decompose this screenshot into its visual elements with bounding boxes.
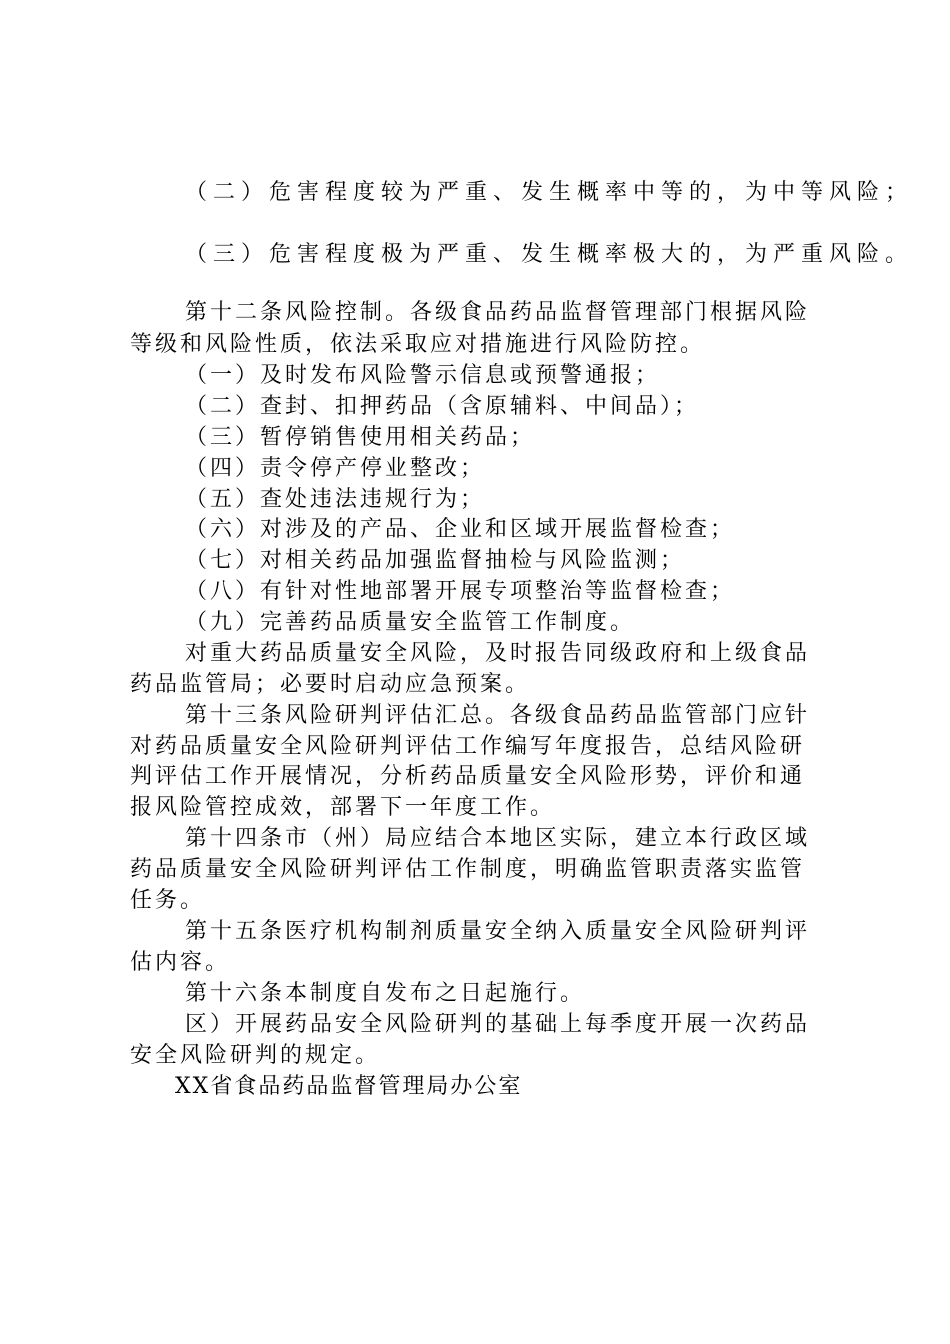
list-item: （九）完善药品质量安全监管工作制度。 xyxy=(185,610,636,635)
list-item: （八）有针对性地部署开展专项整治等监督检查； xyxy=(185,579,736,604)
paragraph-line: 第十二条风险控制。各级食品药品监督管理部门根据风险 xyxy=(185,300,811,325)
paragraph-line: 任务。 xyxy=(130,888,206,913)
list-item: （六）对涉及的产品、企业和区域开展监督检查； xyxy=(185,517,736,542)
paragraph-line: （二）危害程度较为严重、发生概率中等的，为中等风险； xyxy=(185,180,914,205)
paragraph-line: 药品质量安全风险研判评估工作制度，明确监管职责落实监管 xyxy=(130,857,806,882)
paragraph-line: 第十四条市（州）局应结合本地区实际，建立本行政区域 xyxy=(185,826,811,851)
paragraph-line: 对重大药品质量安全风险，及时报告同级政府和上级食品 xyxy=(185,641,811,666)
paragraph-line: 安全风险研判的规定。 xyxy=(130,1043,381,1068)
paragraph-line: 第十三条风险研判评估汇总。各级食品药品监管部门应针 xyxy=(185,703,811,728)
paragraph-line: 等级和风险性质，依法采取应对措施进行风险防控。 xyxy=(130,332,706,357)
issuer-signature: XX省食品药品监督管理局办公室 xyxy=(175,1074,523,1099)
list-item: （四）责令停产停业整改； xyxy=(185,456,486,481)
list-item: （一）及时发布风险警示信息或预警通报； xyxy=(185,363,661,388)
list-item: （五）查处违法违规行为； xyxy=(185,487,486,512)
list-item: （七）对相关药品加强监督抽检与风险监测； xyxy=(185,548,686,573)
paragraph-line: 第十五条医疗机构制剂质量安全纳入质量安全风险研判评 xyxy=(185,919,811,944)
paragraph-line: 估内容。 xyxy=(130,950,231,975)
list-item: （二）查封、扣押药品（含原辅料、中间品）； xyxy=(185,394,700,419)
paragraph-line: 对药品质量安全风险研判评估工作编写年度报告，总结风险研 xyxy=(130,734,806,759)
paragraph-line: 区）开展药品安全风险研判的基础上每季度开展一次药品 xyxy=(185,1012,811,1037)
list-item: （三）暂停销售使用相关药品； xyxy=(185,425,536,450)
paragraph-line: 第十六条本制度自发布之日起施行。 xyxy=(185,981,586,1006)
paragraph-line: 药品监管局；必要时启动应急预案。 xyxy=(130,672,531,697)
paragraph-line: 报风险管控成效，部署下一年度工作。 xyxy=(130,795,556,820)
paragraph-line: 判评估工作开展情况，分析药品质量安全风险形势，评价和通 xyxy=(130,764,806,789)
paragraph-line: （三）危害程度极为严重、发生概率极大的，为严重风险。 xyxy=(185,242,914,267)
